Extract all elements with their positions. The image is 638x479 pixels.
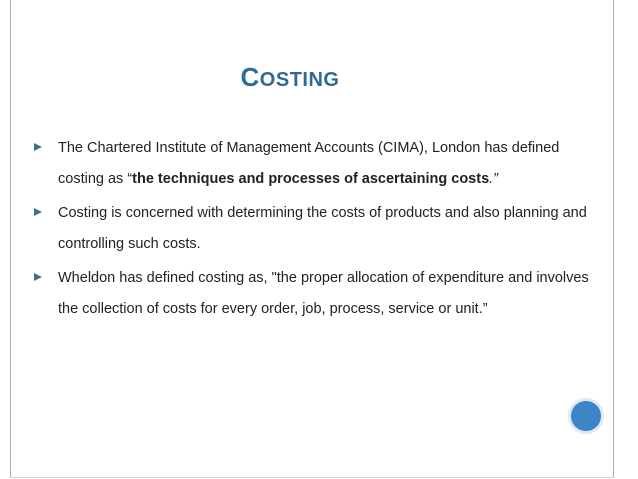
slide-title-rest: OSTING xyxy=(259,69,340,91)
bullet-item xyxy=(34,133,594,194)
bullet-text-before: The Chartered Institute of Management Accounts (CIMA), London has defined costing as “ xyxy=(58,140,560,187)
bullet-bold-definition: the techniques and processes of ascertaining costs xyxy=(132,170,490,187)
slide-bottom-border xyxy=(10,477,614,478)
bullet-arrow-icon xyxy=(34,208,42,216)
bullet-text: Costing is concerned with determining the costs of products and also planning and controlling such costs. xyxy=(58,205,587,252)
bullet-item xyxy=(34,263,594,324)
slide-title xyxy=(0,62,580,93)
bullet-text-after: .” xyxy=(489,170,498,187)
decorative-circle-icon xyxy=(568,398,604,434)
bullet-list xyxy=(34,133,594,328)
bullet-arrow-icon xyxy=(34,273,42,281)
bullet-text: Wheldon has defined costing as, "the proper allocation of expenditure and involves the collection of costs for every order, job, process, service or unit.” xyxy=(58,270,589,317)
bullet-arrow-icon xyxy=(34,143,42,151)
bullet-item xyxy=(34,198,594,259)
slide-title-initial: C xyxy=(240,62,260,92)
